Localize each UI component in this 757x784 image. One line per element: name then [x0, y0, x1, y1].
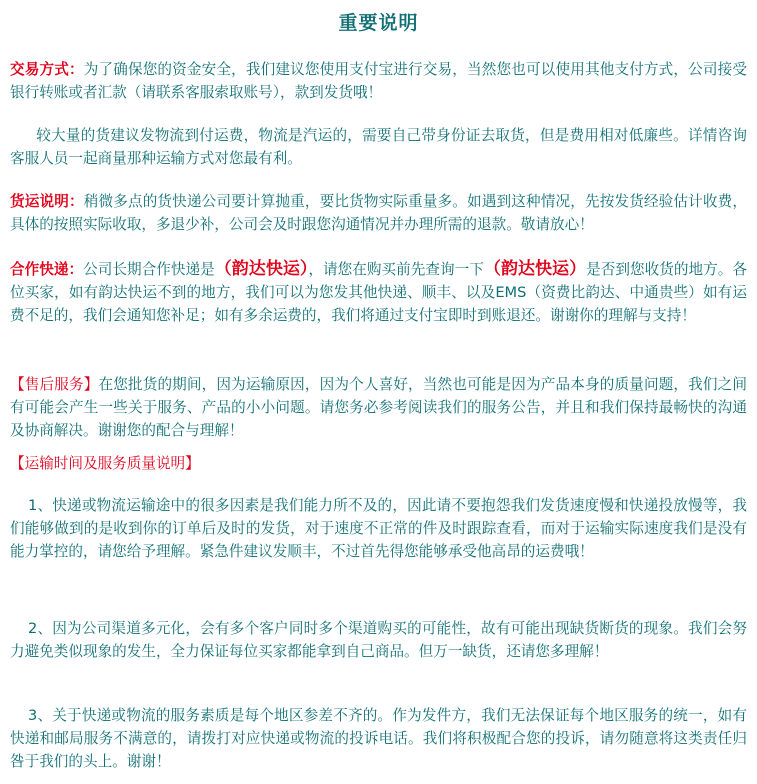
partner-courier-2: （韵达快运）	[483, 259, 587, 279]
shipping-text: 稍微多点的货快递公司要计算抛重，要比货物实际重量多。如遇到这种情况，先按发货经验估计收费，具体的按照实际收取，多退少补，公司会及时跟您沟通情况并办理所需的退款。敬请放心！	[10, 193, 747, 233]
page-title: 重要说明	[338, 12, 419, 34]
shipping-label: 货运说明：	[10, 193, 84, 210]
partner-text-a: 公司长期合作快递是	[83, 261, 215, 278]
after-sales-text: 在您批货的期间，因为运输原因，因为个人喜好，当然也可能是因为产品本身的质量问题，我们之间有可能会产生一些关于服务、产品的小小问题。请您务必参考阅读我们的服务公告，并且和我们保持最畅快的沟通及协商解决。谢谢您的配合与理解！	[10, 376, 747, 439]
partner-section	[10, 258, 747, 327]
payment-label: 交易方式：	[10, 61, 84, 78]
partner-courier-1: （韵达快运）	[214, 259, 309, 279]
after-sales-label: 【售后服务】	[10, 376, 99, 393]
payment-section	[10, 58, 747, 104]
transport-title: 【运输时间及服务质量说明】	[10, 455, 200, 472]
transport-item-1-text: 1、快递或物流运输途中的很多因素是我们能力所不及的，因此请不要抱怨我们发货速度慢和快递投放慢等，我们能够做到的是收到你的订单后及时的发货，对于速度不正常的件及时跟踪查看，而对于运输实际速度我们是没有能力掌控的，请您给予理解。紧急件建议发顺丰，不过首先得您能够承受他高昂的运费哦！	[10, 497, 747, 560]
partner-text-b: ，请您在购买前先查询一下	[308, 261, 484, 278]
logistics-note-section	[10, 124, 747, 170]
shipping-section	[10, 190, 747, 236]
payment-text: 为了确保您的资金安全，我们建议您使用支付宝进行交易，当然您也可以使用其他支付方式，公司接受银行转账或者汇款（请联系客服索取账号），款到发货哦！	[10, 61, 747, 101]
transport-item-3-text: 3、关于快递或物流的服务素质是每个地区参差不齐的。作为发件方，我们无法保证每个地区服务的统一，如有快递和邮局服务不满意的，请拨打对应快递或物流的投诉电话。我们将积极配合您的投诉，请勿随意将这类责任归咎于我们的头上。谢谢！	[10, 707, 747, 770]
transport-item-2-text: 2、因为公司渠道多元化，会有多个客户同时多个渠道购买的可能性，故有可能出现缺货断货的现象。我们会努力避免类似现象的发生，全力保证每位买家都能拿到自己商品。但万一缺货，还请您多理解！	[10, 620, 747, 660]
after-sales-section	[10, 373, 747, 442]
logistics-note-text: 较大量的货建议发物流到付运费，物流是汽运的，需要自己带身份证去取货，但是费用相对低廉些。详情咨询客服人员一起商量那种运输方式对您最有利。	[10, 127, 747, 167]
transport-item-2	[10, 617, 747, 663]
transport-item-3	[10, 704, 747, 773]
partner-text-c: 是否到您收货的地方。各位买家，如有韵达快运不到的地方，我们可以为您发其他快递、顺丰、以及EMS（资费比韵达、中通贵些）如有运费不足的，我们会通知您补足；如有多余运费的，我们将通过支付宝即时到账退还。谢谢你的理解与支持！	[10, 261, 747, 324]
transport-item-1	[10, 494, 747, 563]
partner-label: 合作快递：	[10, 261, 84, 278]
